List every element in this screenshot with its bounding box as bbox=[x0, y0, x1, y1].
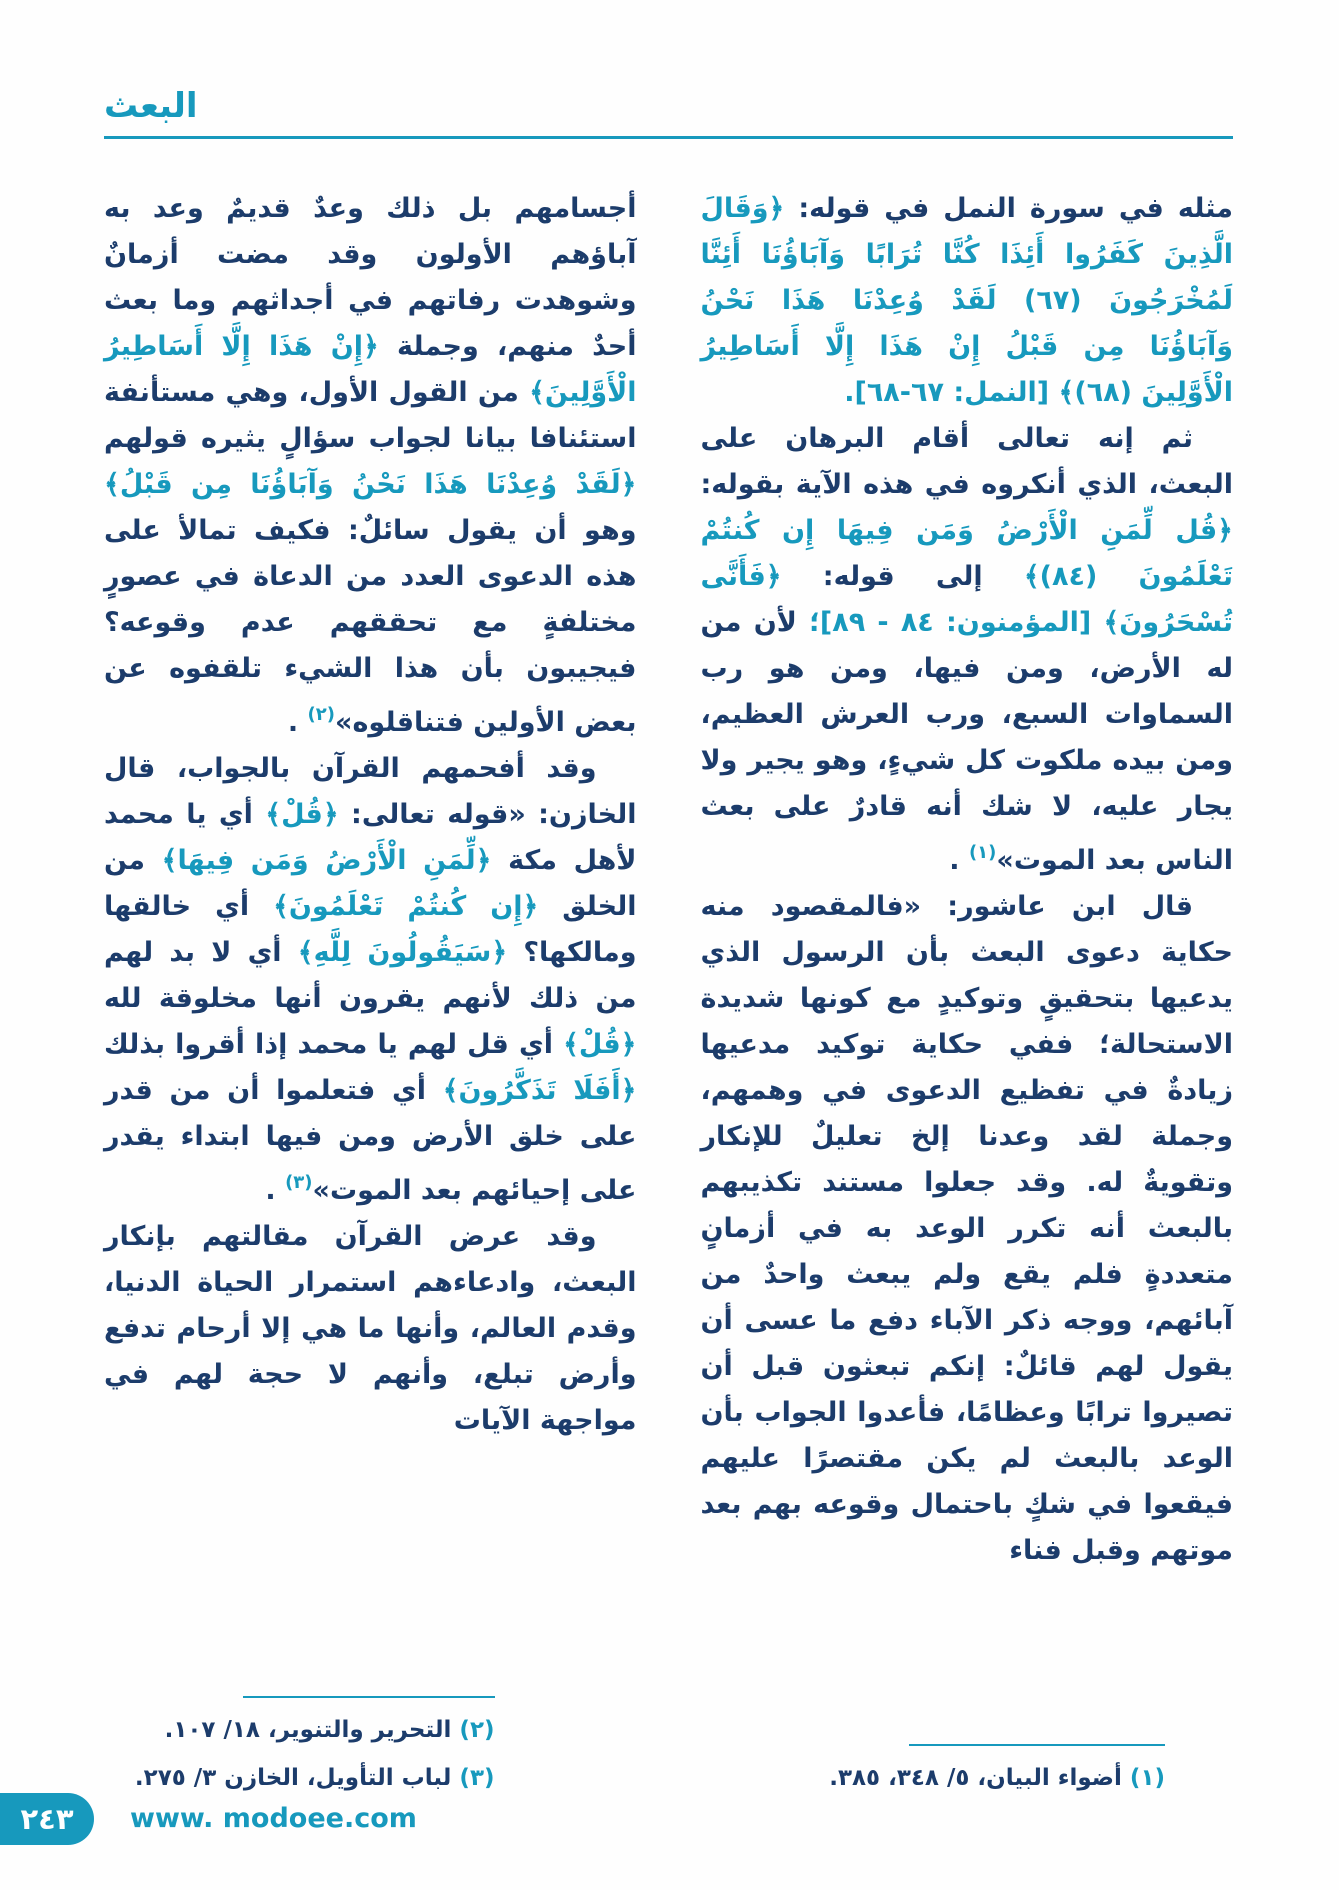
paragraph bbox=[104, 186, 637, 746]
body-text: . bbox=[949, 845, 969, 876]
paragraph bbox=[108, 1754, 495, 1802]
chapter-title: البعث bbox=[104, 86, 198, 126]
body-text: . bbox=[265, 1175, 286, 1206]
column-left-body bbox=[104, 186, 637, 1444]
quran-verse: ﴿إِنْ هَذَا إِلَّا أَسَاطِيرُ الْأَوَّلِينَ﴾ bbox=[104, 331, 637, 408]
body-text: أي يا محمد لأهل مكة bbox=[104, 799, 637, 876]
column-right-body bbox=[701, 186, 1234, 1574]
quran-verse: ﴿إِن كُنتُمْ تَعْلَمُونَ﴾ bbox=[273, 891, 539, 922]
footnote-separator-right bbox=[909, 1744, 1165, 1746]
page-number-tab bbox=[0, 1793, 94, 1845]
footnote-marker: (١) bbox=[1129, 1765, 1165, 1791]
paragraph bbox=[104, 746, 637, 1214]
quran-verse: ﴿قُلْ﴾ bbox=[265, 799, 339, 830]
body-text: وقد عرض القرآن مقالتهم بإنكار البعث، وادعاءهم استمرار الحياة الدنيا، وقدم العالم، وأنها ما هي إلا أرحام تدفع وأرض تبلع، وأنهم لا حجة لهم في مواجهة الآيات bbox=[104, 1221, 637, 1436]
paragraph bbox=[701, 186, 1234, 416]
footnote-marker: (٣) bbox=[285, 1172, 313, 1193]
quran-verse: ﴿قُلْ﴾ bbox=[563, 1029, 637, 1060]
body-text: أي لا بد لهم من ذلك لأنهم يقرون أنها مخلوقة لله bbox=[104, 937, 637, 1014]
body-text: لباب التأويل، الخازن ٣/ ٢٧٥. bbox=[134, 1765, 460, 1791]
page-header bbox=[104, 84, 1233, 139]
footnote-list-right bbox=[701, 1754, 1166, 1802]
quran-verse: ﴿سَيَقُولُونَ لِلَّهِ﴾ bbox=[297, 937, 508, 968]
quran-verse: ﴿أَفَلَا تَذَكَّرُونَ﴾ bbox=[442, 1075, 637, 1106]
page-number: ٢٤٣ bbox=[20, 1802, 74, 1836]
footnote-marker: (٢) bbox=[307, 704, 336, 725]
column-left bbox=[104, 186, 637, 1802]
body-text: . bbox=[287, 707, 308, 738]
body-text: إلى قوله: bbox=[781, 561, 1024, 592]
body-text: من الخلق bbox=[104, 845, 637, 922]
body-text: وهو أن يقول سائلٌ: فكيف تمالأ على هذه الدعوى العدد من الدعاة في عصورٍ مختلفةٍ مع تحققهم عدم وقوعه؟ فيجيبون بأن هذا الشيء تلقفوه عن بعض الأولين فتناقلوه» bbox=[104, 515, 637, 738]
paragraph bbox=[108, 1706, 495, 1754]
quran-verse: [المؤمنون: ٨٤ - ٨٩]؛ bbox=[809, 607, 1092, 638]
body-text: من القول الأول، وهي مستأنفة استئنافا بيانا لجواب سؤالٍ يثيره قولهم bbox=[104, 377, 637, 454]
quran-verse: ﴿فَأَنَّى تُسْحَرُونَ﴾ bbox=[700, 561, 1234, 638]
paragraph bbox=[104, 1214, 637, 1444]
footnote-marker: (٣) bbox=[459, 1765, 495, 1791]
body-text: لأن من له الأرض، ومن فيها، ومن هو رب السماوات السبع، ورب العرش العظيم، ومن بيده ملكوت كل شيءٍ، وهو يجير ولا يجار عليه، لا شك أنه قادرٌ على بعث الناس بعد الموت» bbox=[700, 607, 1233, 876]
column-right bbox=[701, 186, 1234, 1802]
body-text: قال ابن عاشور: «فالمقصود منه حكاية دعوى البعث بأن الرسول الذي يدعيها بتحقيقٍ وتوكيدٍ مع كونها شديدة الاستحالة؛ ففي حكاية توكيد مدعيها زيادةٌ في تفظيع الدعوى في وهمهم، وجملة لقد وعدنا إلخ تعليلٌ للإنكار وتقويةٌ له. وقد جعلوا مستند تكذيبهم بالبعث أنه تكرر الوعد به في أزمانٍ متعددةٍ فلم يقع ولم يبعث واحدٌ من آبائهم، ووجه ذكر الآباء دفع ما عسى أن يقول لهم قائلٌ: إنكم تبعثون قبل أن تصيروا ترابًا وعظامًا، فأعدوا الجواب بأن الوعد بالبعث لم يكن مقتصرًا عليهم فيقعوا في شكٍ باحتمال وقوعه بهم بعد موتهم وقبل فناء bbox=[700, 891, 1233, 1566]
body-text: أي خالقها ومالكها؟ bbox=[104, 891, 637, 968]
footnote-marker: (١) bbox=[968, 842, 997, 863]
body-text: أجسامهم بل ذلك وعدٌ قديمٌ وعد به آباؤهم الأولون وقد مضت أزمانٌ وشوهدت رفاتهم في أجداثهم وما بعث أحدٌ منهم، وجملة bbox=[104, 193, 637, 362]
footnote-marker: (٢) bbox=[459, 1717, 495, 1743]
body-text: أي قل لهم يا محمد إذا أقروا بذلك bbox=[104, 1029, 564, 1060]
body-text: مثله في سورة النمل في قوله: bbox=[784, 193, 1233, 224]
footnotes-left bbox=[104, 1696, 637, 1802]
footnote-separator-left bbox=[243, 1696, 495, 1698]
header-rule bbox=[104, 136, 1233, 139]
quran-verse: ﴿لَقَدْ وُعِدْنَا هَذَا نَحْنُ وَآبَاؤُنَا مِن قَبْلُ﴾ bbox=[104, 469, 637, 500]
body-text: أي فتعلموا أن من قدر على خلق الأرض ومن فيها ابتداء يقدر على إحيائهم بعد الموت» bbox=[104, 1075, 637, 1206]
quran-verse: ﴿قُل لِّمَنِ الْأَرْضُ وَمَن فِيهَا إِن كُنتُمْ تَعْلَمُونَ (٨٤)﴾ bbox=[700, 515, 1234, 592]
quran-verse: ﴿لِّمَنِ الْأَرْضُ وَمَن فِيهَا﴾ bbox=[161, 845, 492, 876]
body-text: ثم إنه تعالى أقام البرهان على البعث، الذي أنكروه في هذه الآية بقوله: bbox=[700, 423, 1233, 500]
quran-verse: [النمل: ٦٧-٦٨]. bbox=[844, 377, 1050, 408]
body-text: التحرير والتنوير، ١٨/ ١٠٧. bbox=[164, 1717, 460, 1743]
footnotes-right bbox=[701, 1744, 1234, 1802]
paragraph bbox=[701, 1754, 1166, 1802]
footnote-list-left bbox=[108, 1706, 495, 1802]
body-text: أضواء البيان، ٥/ ٣٤٨، ٣٨٥. bbox=[829, 1765, 1130, 1791]
body-text: وقد أفحمهم القرآن بالجواب، قال الخازن: «قوله تعالى: bbox=[104, 753, 637, 830]
paragraph bbox=[701, 884, 1234, 1574]
website-text: www. modoee.com bbox=[130, 1803, 417, 1834]
quran-verse: ﴿وَقَالَ الَّذِينَ كَفَرُوا أَئِذَا كُنَّا تُرَابًا وَآبَاؤُنَا أَئِنَّا لَمُخْرَجُونَ (٦٧) لَقَدْ وُعِدْنَا هَذَا نَحْنُ وَآبَاؤُنَا مِن قَبْلُ إِنْ هَذَا إِلَّا أَسَاطِيرُ الْأَوَّلِينَ (٦٨)﴾ bbox=[700, 193, 1233, 408]
content-columns bbox=[104, 186, 1233, 1802]
paragraph bbox=[701, 416, 1234, 884]
